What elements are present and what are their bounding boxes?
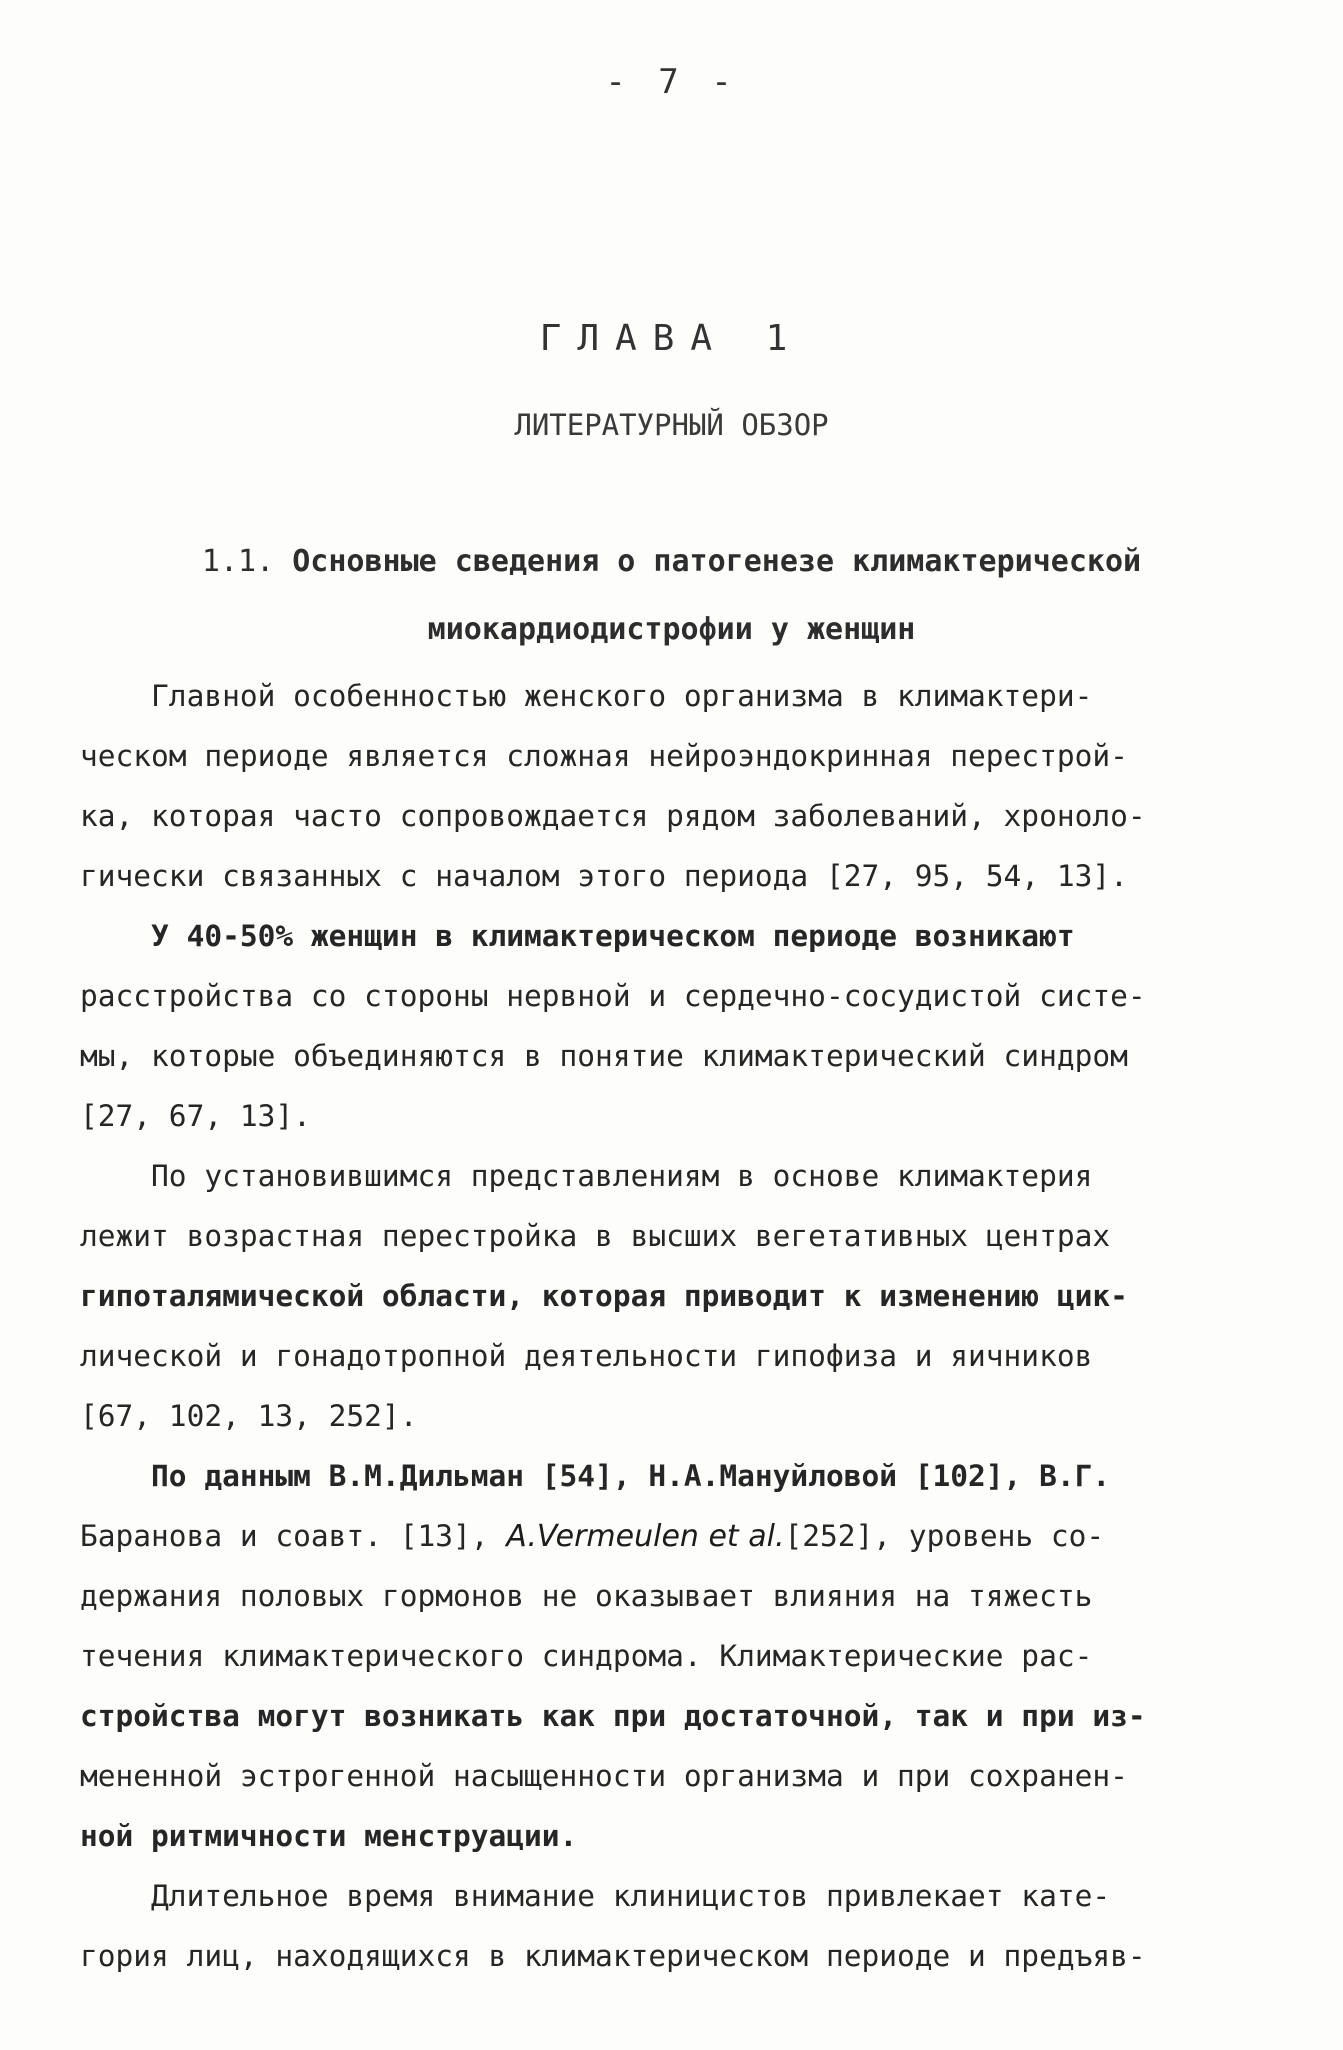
body-line: расстройства со стороны нервной и сердечно-сосудистой систе- [80, 979, 1146, 1013]
body-line: По данным В.М.Дильман [54], Н.А.Мануйловой [102], В.Г. [80, 1459, 1111, 1493]
section-number: 1.1. [201, 544, 275, 579]
section-heading-line-1 [0, 528, 1343, 596]
section-title-part-1: Основные сведения о патогенезе климактерической [292, 544, 1142, 579]
body-line: гипоталямической области, которая приводит к изменению цик- [80, 1279, 1128, 1313]
body-line: ческом периоде является сложная нейроэндокринная перестрой- [80, 739, 1128, 773]
body-line: лежит возрастная перестройка в высших вегетативных центрах [80, 1219, 1111, 1253]
body-line-with-handwriting [80, 1506, 1270, 1566]
body-line: ка, которая часто сопровождается рядом заболеваний, хроноло- [80, 799, 1146, 833]
body-line-part: Баранова и соавт. [13], [80, 1519, 507, 1553]
body-text [80, 666, 1270, 1986]
body-line: мененной эстрогенной насыщенности организма и при сохранен- [80, 1759, 1128, 1793]
body-line: По установившимся представлениям в основе климактерия [80, 1159, 1093, 1193]
chapter-subtitle: ЛИТЕРАТУРНЫЙ ОБЗОР [514, 408, 829, 442]
body-line: Главной особенностью женского организма в климактери- [80, 679, 1093, 713]
body-line: гически связанных с началом этого периода [27, 95, 54, 13]. [80, 859, 1128, 893]
body-line: гория лиц, находящихся в климактерическом периоде и предъяв- [80, 1939, 1146, 1973]
body-line: У 40-50% женщин в климактерическом периоде возникают [80, 919, 1075, 953]
handwritten-citation: A.Vermeulen et al. [506, 1519, 785, 1554]
body-line: стройства могут возникать как при достаточной, так и при из- [80, 1699, 1146, 1733]
chapter-title: ГЛАВА 1 [539, 318, 804, 359]
section-heading-line-2: миокардиодистрофии у женщин [427, 612, 916, 647]
body-line: держания половых гормонов не оказывает влияния на тяжесть [80, 1579, 1093, 1613]
body-line: Длительное время внимание клиницистов привлекает кате- [80, 1879, 1111, 1913]
body-line: течения климактерического синдрома. Климактерические рас- [80, 1639, 1093, 1673]
body-line: лической и гонадотропной деятельности гипофиза и яичников [80, 1339, 1093, 1373]
body-line: мы, которые объединяются в понятие климактерический синдром [80, 1039, 1128, 1073]
body-line: [67, 102, 13, 252]. [80, 1399, 418, 1433]
body-line-part: [252], уровень со- [784, 1519, 1105, 1553]
page-number: - 7 - [605, 62, 738, 102]
section-heading [0, 528, 1343, 664]
body-line: [27, 67, 13]. [80, 1099, 311, 1133]
body-line: ной ритмичности менструации. [80, 1819, 578, 1853]
